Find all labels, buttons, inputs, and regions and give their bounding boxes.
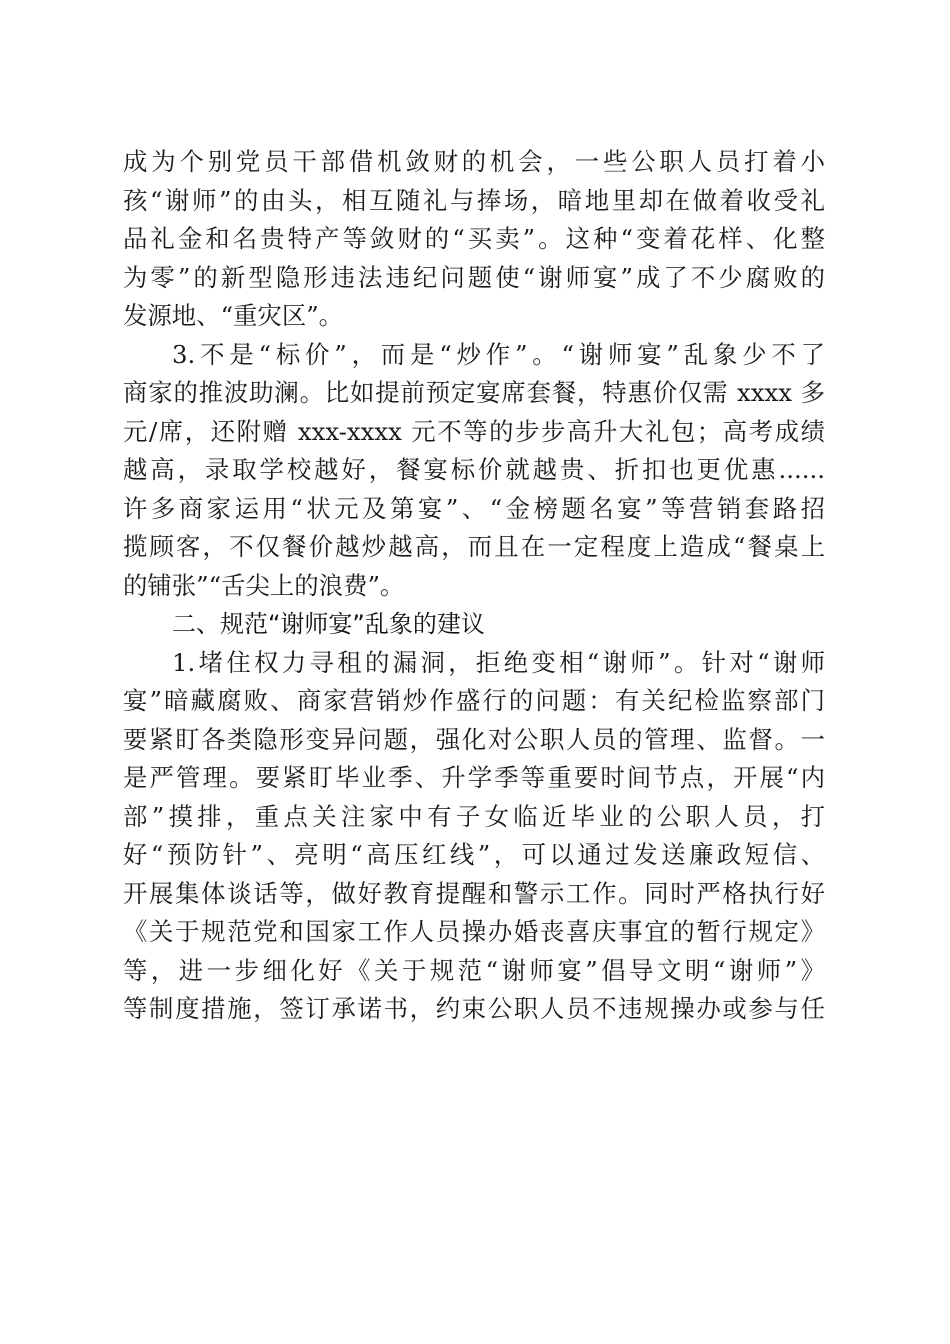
text-line: 是严管理。要紧盯毕业季、升学季等重要时间节点，开展“内 <box>123 763 825 792</box>
text-line: 发源地、“重灾区”。 <box>123 301 344 330</box>
text-line: 揽顾客，不仅餐价越炒越高，而且在一定程度上造成“餐桌上 <box>123 532 825 561</box>
paragraph-point-3 <box>123 336 825 606</box>
text-line: 成为个别党员干部借机敛财的机会，一些公职人员打着小 <box>123 147 825 176</box>
document-page <box>123 143 825 1029</box>
text-line: 的铺张”“舌尖上的浪费”。 <box>123 570 405 600</box>
text-line: 越高，录取学校越好，餐宴标价就越贵、折扣也更优惠...... <box>123 455 825 484</box>
paragraph-suggestion-1 <box>123 644 825 1029</box>
text-line: 好“预防针”、亮明“高压红线”，可以通过发送廉政短信、 <box>123 840 825 869</box>
text-line: 1.堵住权力寻租的漏洞，拒绝变相“谢师”。针对“谢师 <box>172 647 825 677</box>
text-line: 《关于规范党和国家工作人员操办婚丧喜庆事宜的暂行规定》 <box>123 917 825 946</box>
text-line: 等，进一步细化好《关于规范“谢师宴”倡导文明“谢师”》 <box>123 955 825 985</box>
text-line: 部”摸排，重点关注家中有子女临近毕业的公职人员，打 <box>123 801 825 831</box>
text-line: 宴”暗藏腐败、商家营销炒作盛行的问题：有关纪检监察部门 <box>123 686 825 715</box>
text-line: 要紧盯各类隐形变异问题，强化对公职人员的管理、监督。一 <box>123 724 825 754</box>
text-line: 许多商家运用“状元及第宴”、“金榜题名宴”等营销套路招 <box>123 493 825 523</box>
section-heading: 二、规范“谢师宴”乱象的建议 <box>172 610 485 638</box>
text-line: 元/席，还附赠 xxx-xxxx 元不等的步步高升大礼包；高考成绩 <box>123 416 825 446</box>
text-line: 等制度措施，签订承诺书，约束公职人员不违规操办或参与任 <box>123 994 825 1023</box>
text-line: 为零”的新型隐形违法违纪问题使“谢师宴”成了不少腐败的 <box>123 262 825 292</box>
text-line: 孩“谢师”的由头，相互随礼与捧场，暗地里却在做着收受礼 <box>123 185 825 215</box>
paragraph-corruption <box>123 143 825 336</box>
text-line: 品礼金和名贵特产等敛财的“买卖”。这种“变着花样、化整 <box>123 224 825 253</box>
text-line: 商家的推波助澜。比如提前预定宴席套餐，特惠价仅需 xxxx 多 <box>123 378 825 407</box>
text-line: 开展集体谈话等，做好教育提醒和警示工作。同时严格执行好 <box>123 878 825 908</box>
text-line: 3.不是“标价”，而是“炒作”。“谢师宴”乱象少不了 <box>172 339 825 369</box>
